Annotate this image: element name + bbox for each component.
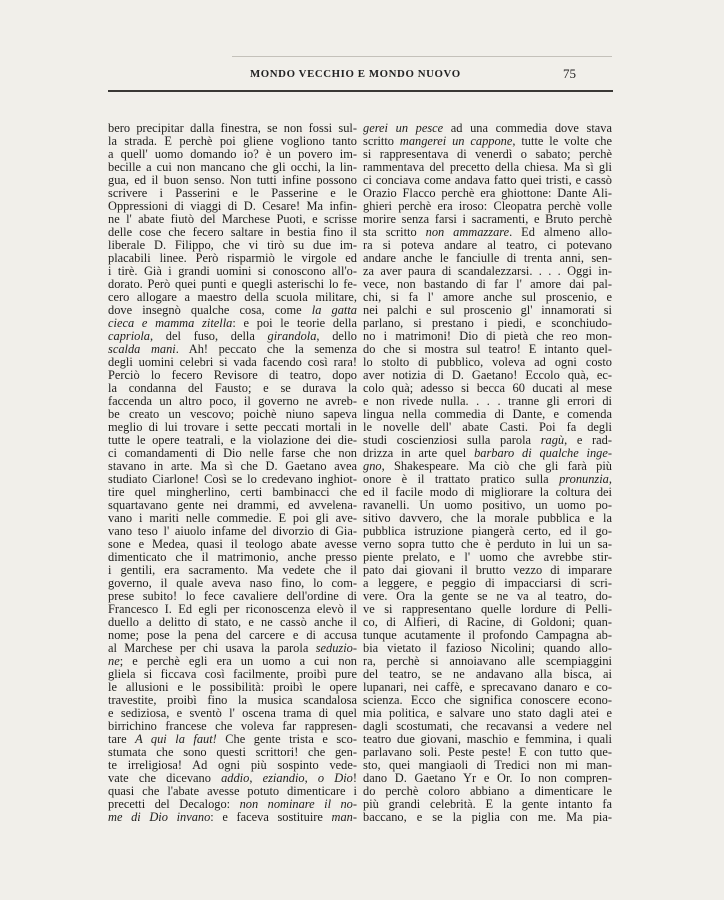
text-run: ra si poteva andare al teatro, ci potevano [363, 239, 612, 252]
text-line [363, 174, 612, 187]
italic-run: man- [331, 811, 357, 824]
text-line [363, 603, 612, 616]
text-line [108, 122, 357, 135]
text-run: dove insegnò qualche cosa, come [108, 304, 312, 317]
text-run: ne l' abate fiutò del Marchese Puoti, e scrisse [108, 213, 357, 226]
text-run: no i matrimoni! Dio di pietà che reo mon- [363, 330, 612, 343]
text-line [363, 694, 612, 707]
text-run: parlano, si prestano i piedi, e sconchiudo- [363, 317, 612, 330]
text-run: . Ah! peccato che la semenza [175, 343, 357, 356]
text-run: Oppressioni di viaggi di D. Cesare! Ma infin- [108, 200, 357, 213]
text-run: sta scritto [363, 226, 426, 239]
text-line [363, 629, 612, 642]
text-run: dimenticato che il matrimonio, anche presso [108, 551, 357, 564]
text-run: vece, non bastando di far l' amore dai pal- [363, 278, 612, 291]
text-run: ci comandamenti di Dio nelle farse che non [108, 447, 357, 460]
text-line [363, 551, 612, 564]
text-line [363, 200, 612, 213]
text-line [108, 330, 357, 343]
text-run: , [304, 772, 318, 785]
text-line [108, 239, 357, 252]
text-run: onore è il trattato pratico sulla [363, 473, 560, 486]
text-line [108, 278, 357, 291]
text-run: cero allogare a maestro della scuola militare, [108, 291, 357, 304]
text-line [363, 525, 612, 538]
text-run: lingua nella commedia di Dante, e comenda [363, 408, 612, 421]
text-line [108, 200, 357, 213]
text-run: piente prelato, e l' uomo che avrebbe stir- [363, 551, 612, 564]
text-run: becille a cui non mancano che gli occhi, la lin- [108, 161, 357, 174]
text-line [363, 408, 612, 421]
text-line [363, 681, 612, 694]
text-line [108, 499, 357, 512]
text-line [363, 239, 612, 252]
text-run: tunque acutamente il profondo Campagna ab- [363, 629, 612, 642]
text-run: faccenda un altro poco, il governo ne avreb- [108, 395, 357, 408]
text-run: gliela si ficcava così facilmente, proibì pure [108, 668, 357, 681]
text-run: , e rad- [564, 434, 612, 447]
text-line [363, 707, 612, 720]
text-line [363, 343, 612, 356]
italic-run: A qui la faut! [135, 733, 217, 746]
text-line [363, 512, 612, 525]
text-run: meglio di lui trovare i sette peccati mortali in [108, 421, 357, 434]
text-line [108, 590, 357, 603]
text-run: ve si rappresentano quelle lordure di Pelli- [363, 603, 612, 616]
text-line [108, 473, 357, 486]
text-line [363, 759, 612, 772]
text-run: , [249, 772, 263, 785]
text-run: le allusioni e le possibilità: proibì le opere [108, 681, 357, 694]
text-line [108, 317, 357, 330]
text-line [108, 642, 357, 655]
text-line [108, 291, 357, 304]
text-run: i gentili, era sacramento. Ma vedete che il [108, 564, 357, 577]
text-run: la condanna del Fausto; e se durava la [108, 382, 357, 395]
text-run: , del fuso, della [150, 330, 268, 343]
text-run: , tutte le volte che [512, 135, 612, 148]
text-line [108, 681, 357, 694]
text-line [108, 187, 357, 200]
text-line [108, 616, 357, 629]
text-line [363, 733, 612, 746]
text-line [108, 213, 357, 226]
italic-run: mangerei un cappone [399, 135, 513, 148]
text-line [108, 603, 357, 616]
text-line [108, 564, 357, 577]
text-line [108, 174, 357, 187]
italic-run: ragù [540, 434, 565, 447]
text-run: Orazio Flacco perchè era ghiottone: Dante Ali- [363, 187, 612, 200]
text-run: dorato. Però quei punti e quegli asterischi lo fe- [108, 278, 357, 291]
text-line [363, 772, 612, 785]
text-run: sitivo davvero, che la morale pubblica e la [363, 512, 612, 525]
text-run: ; e perchè egli era un uomo a cui non [119, 655, 357, 668]
text-line [108, 668, 357, 681]
text-run: Perciò lo fecero Revisore di teatro, dopo [108, 369, 357, 382]
text-run: pato dai giovani il brutto vezzo di imparare [363, 564, 612, 577]
text-line [108, 655, 357, 668]
text-run: delle cose che fecero saltare in bestia fino il [108, 226, 357, 239]
italic-run: eziandio [262, 772, 305, 785]
text-run: andare anche le fanciulle di trenta anni, sen- [363, 252, 612, 265]
text-line [108, 148, 357, 161]
text-run: degli uomini celebri si vada facendo così rara! [108, 356, 357, 369]
text-run: : e faceva sostituire [210, 811, 332, 824]
text-run: quasi che l'abate avesse potuto dimenticare i [108, 785, 357, 798]
text-run: i tirè. Già i grandi uomini si conoscono all'o- [108, 265, 357, 278]
text-run: studi coscienziosi sulla parola [363, 434, 541, 447]
text-line [363, 395, 612, 408]
text-line [108, 304, 357, 317]
text-line [108, 486, 357, 499]
column-right [363, 122, 612, 824]
text-run: nome; pose la pena del carcere e di accusa [108, 629, 357, 642]
text-run: baccano, e se la piglia con me. Ma pia- [363, 811, 612, 824]
text-run: si rappresentava di venerdì o sabato; perchè [363, 148, 612, 161]
text-run: la strada. E perchè poi gliene vogliono tanto [108, 135, 357, 148]
text-line [363, 798, 612, 811]
text-run: lo stolto di pubblico, voleva ad ogni costo [363, 356, 612, 369]
text-run: tare [108, 733, 136, 746]
text-run: del teatro, se ne andavano alla bisca, ai [363, 668, 612, 681]
text-run: squartavano gente nei drammi, ed avvelena- [108, 499, 357, 512]
text-line [108, 369, 357, 382]
text-run: bia vietato il fazioso Nicolini; quando allo- [363, 642, 612, 655]
text-line [108, 408, 357, 421]
text-run: chi, si fa l' amore anche sul proscenio, e [363, 291, 612, 304]
text-run: lupanari, nei caffè, e sprecavano danaro e co- [363, 681, 612, 694]
text-line [363, 161, 612, 174]
text-run: precetti del Decalogo: [108, 798, 240, 811]
italic-run: la gatta [311, 304, 357, 317]
text-run: aver notizia di D. Gaetano! Eccolo quà, ec- [363, 369, 612, 382]
text-line [108, 460, 357, 473]
page-number: 75 [563, 66, 576, 81]
text-run: e sediziosa, e sventò l' oscena trama di quel [108, 707, 357, 720]
text-line [108, 707, 357, 720]
text-line [363, 122, 612, 135]
text-line [363, 434, 612, 447]
text-run: vano teso l' aiuolo infame del divorzio di Gia- [108, 525, 357, 538]
text-run: scritto [363, 135, 400, 148]
text-run: parlavano soli. Peste peste! E con tutto que- [363, 746, 612, 759]
text-run: , [608, 473, 612, 486]
text-line [108, 356, 357, 369]
text-line [108, 551, 357, 564]
text-line [363, 460, 612, 473]
text-line [363, 148, 612, 161]
text-run: a quell' uomo domando io? è un povero im- [108, 148, 357, 161]
text-run: Che gente trista e sco- [216, 733, 357, 746]
text-run: sto, quei mangiaoli di Tredici non mi man- [363, 759, 612, 772]
text-line [108, 226, 357, 239]
text-line [108, 382, 357, 395]
italic-run: non ammazzare [425, 226, 510, 239]
text-run: ravanelli. Un uomo positivo, un uomo po- [363, 499, 612, 512]
text-run: nei palchi e sul proscenio gl' innamorati si [363, 304, 612, 317]
text-line [108, 343, 357, 356]
text-line [363, 616, 612, 629]
text-run: scienza. Ecco che significa conoscere econo- [363, 694, 612, 707]
text-line [108, 577, 357, 590]
text-line [363, 421, 612, 434]
italic-run: ne [108, 655, 120, 668]
text-run: do che si mostra sul teatro! E intanto quel- [363, 343, 612, 356]
text-line [108, 811, 357, 824]
text-line [108, 161, 357, 174]
text-run: prese subito! lo fece cavaliere dell'ordine di [108, 590, 357, 603]
text-line [363, 304, 612, 317]
text-line [108, 434, 357, 447]
text-line [363, 655, 612, 668]
text-run: birrichino francese che voleva far rappresen- [108, 720, 357, 733]
italic-run: me di Dio invano [108, 811, 211, 824]
text-run: pubblica istruzione piangerà certo, ed il go- [363, 525, 612, 538]
text-line [363, 447, 612, 460]
text-line [108, 733, 357, 746]
top-edge-rule [232, 56, 612, 57]
italic-run: cieca e mamma zitella [108, 317, 233, 330]
text-run: vere. Ora la gente se ne va al teatro, do- [363, 590, 612, 603]
text-run: al Marchese per chi usava la parola [108, 642, 316, 655]
text-line [108, 135, 357, 148]
text-run: governo, il quale aveva naso fino, lo com- [108, 577, 357, 590]
text-line [108, 798, 357, 811]
italic-run: seduzio- [315, 642, 357, 655]
text-run: te irreligiosa! Ad ogni più sospinto vede- [108, 759, 357, 772]
text-run: stumata che sono questi scrittori! che gen- [108, 746, 357, 759]
text-line [108, 538, 357, 551]
column-left [108, 122, 357, 824]
text-line [108, 421, 357, 434]
text-line [363, 213, 612, 226]
text-run: vano i mariti nelle commedie. E poi gli ave- [108, 512, 357, 525]
text-run: le novelle dell' abate Casti. Poi fa degli [363, 421, 612, 434]
text-line [363, 564, 612, 577]
text-line [108, 772, 357, 785]
text-run: gua, ed il buon senso. Non tutti infine possono [108, 174, 357, 187]
text-line [363, 811, 612, 824]
text-line [363, 291, 612, 304]
italic-run: capriola [108, 330, 150, 343]
text-run: drizza in arte quel [363, 447, 475, 460]
text-line [108, 252, 357, 265]
text-run: vate che dicevano [108, 772, 222, 785]
text-line [363, 577, 612, 590]
text-run: più grandi celebrità. E la gente intanto fa [363, 798, 612, 811]
text-run: dagli scostumati, che recavansi a vedere nel [363, 720, 612, 733]
text-run: Francesco I. Ed egli per riconoscenza elevò il [108, 603, 357, 616]
text-run: scrivere i Passerini e le Passerine e le [108, 187, 357, 200]
text-run: ci conciava come andava fatto quei tristi, e cassò [363, 174, 612, 187]
text-line [363, 135, 612, 148]
text-run: colo quà; adesso si becca 60 ducati al mese [363, 382, 612, 395]
text-line [363, 473, 612, 486]
text-line [363, 317, 612, 330]
text-line [363, 226, 612, 239]
text-run: ghieri perchè era iroso: Cleopatra perchè volle [363, 200, 612, 213]
text-line [108, 525, 357, 538]
text-line [363, 356, 612, 369]
text-run: liberale D. Filippo, che vi tirò su due im- [108, 239, 357, 252]
italic-run: pronunzia [559, 473, 609, 486]
text-run: sone e Medea, quasi il teologo abate avesse [108, 538, 357, 551]
text-run: e non rivede nulla. . . . tranne gli errori di [363, 395, 612, 408]
text-line [363, 369, 612, 382]
text-line [108, 265, 357, 278]
italic-run: o Dio [317, 772, 353, 785]
text-line [108, 720, 357, 733]
text-run: . Ed almeno allo- [509, 226, 612, 239]
text-run: morire senza farsi i sacramenti, e Bruto perchè [363, 213, 612, 226]
text-line [363, 265, 612, 278]
text-line [363, 668, 612, 681]
text-run: za aver paura di scandalezzarsi. . . . Oggi in- [363, 265, 612, 278]
text-run: rammentava del precetto della chiesa. Ma sì gli [363, 161, 612, 174]
text-line [108, 785, 357, 798]
text-line [363, 590, 612, 603]
text-line [363, 720, 612, 733]
italic-run: gno [363, 460, 382, 473]
text-line [363, 252, 612, 265]
text-run: placabili linee. Però risparmiò le virgole ed [108, 252, 357, 265]
italic-run: non nominare il no- [239, 798, 357, 811]
text-line [363, 486, 612, 499]
text-line [363, 746, 612, 759]
text-line [363, 785, 612, 798]
text-line [363, 642, 612, 655]
italic-run: barbaro di qualche inge- [474, 447, 612, 460]
text-run: tire quel mingherlino, certi bambinacci che [108, 486, 357, 499]
text-run: studiato Ciarlone! Così se lo credevano inghiot- [108, 473, 357, 486]
text-run: co, di Alfieri, di Racine, di Goldoni; quan- [363, 616, 612, 629]
text-line [108, 395, 357, 408]
italic-run: addio [221, 772, 250, 785]
text-run: ed il facile modo di migliorare la coltura dei [363, 486, 612, 499]
text-run: be creato un vescovo; poichè niuno sapeva [108, 408, 357, 421]
text-run: teatro due giovani, maschio e femmina, i quali [363, 733, 612, 746]
text-run: travestite, proibì fino la musica scandalosa [108, 694, 357, 707]
text-line [108, 512, 357, 525]
header-rule [108, 90, 613, 92]
text-run: mia politica, e salvare uno stato dagli atei e [363, 707, 612, 720]
italic-run: scalda mani [108, 343, 176, 356]
text-run: , Shakespeare. Ma ciò che gli farà più [381, 460, 612, 473]
text-run: ad una commedia dove stava [443, 122, 612, 135]
periodical-title: MONDO VECCHIO E MONDO NUOVO [250, 68, 461, 80]
text-run: verno sopra tutto che è perduto in lui un sa- [363, 538, 612, 551]
text-line [108, 759, 357, 772]
text-line [363, 499, 612, 512]
text-run: dano D. Gaetano Yr e Or. Io non compren- [363, 772, 612, 785]
text-line [363, 382, 612, 395]
text-line [363, 187, 612, 200]
text-line [363, 330, 612, 343]
italic-run: gerei un pesce [363, 122, 444, 135]
text-line [108, 447, 357, 460]
text-run: , dello [316, 330, 357, 343]
text-run: do perchè coloro abbiano a dimenticare le [363, 785, 612, 798]
text-line [108, 694, 357, 707]
text-run: : e poi le teorie della [232, 317, 357, 330]
text-line [363, 278, 612, 291]
text-run: bero precipitar dalla finestra, se non fossi sul- [108, 122, 357, 135]
text-run: ra, perchè si annoiavano alle scempiaggini [363, 655, 612, 668]
text-run: ! [352, 772, 357, 785]
italic-run: girandola [267, 330, 317, 343]
text-line [108, 746, 357, 759]
text-run: stavano in arte. Ma sì che D. Gaetano avea [108, 460, 357, 473]
text-run: tutte le opere teatrali, e la violazione dei die- [108, 434, 357, 447]
text-run: duello a delitto di stato, e ne cassò anche il [108, 616, 357, 629]
text-line [363, 538, 612, 551]
text-line [108, 629, 357, 642]
text-run: a leggere, e peggio di impacciarsi di scri- [363, 577, 612, 590]
